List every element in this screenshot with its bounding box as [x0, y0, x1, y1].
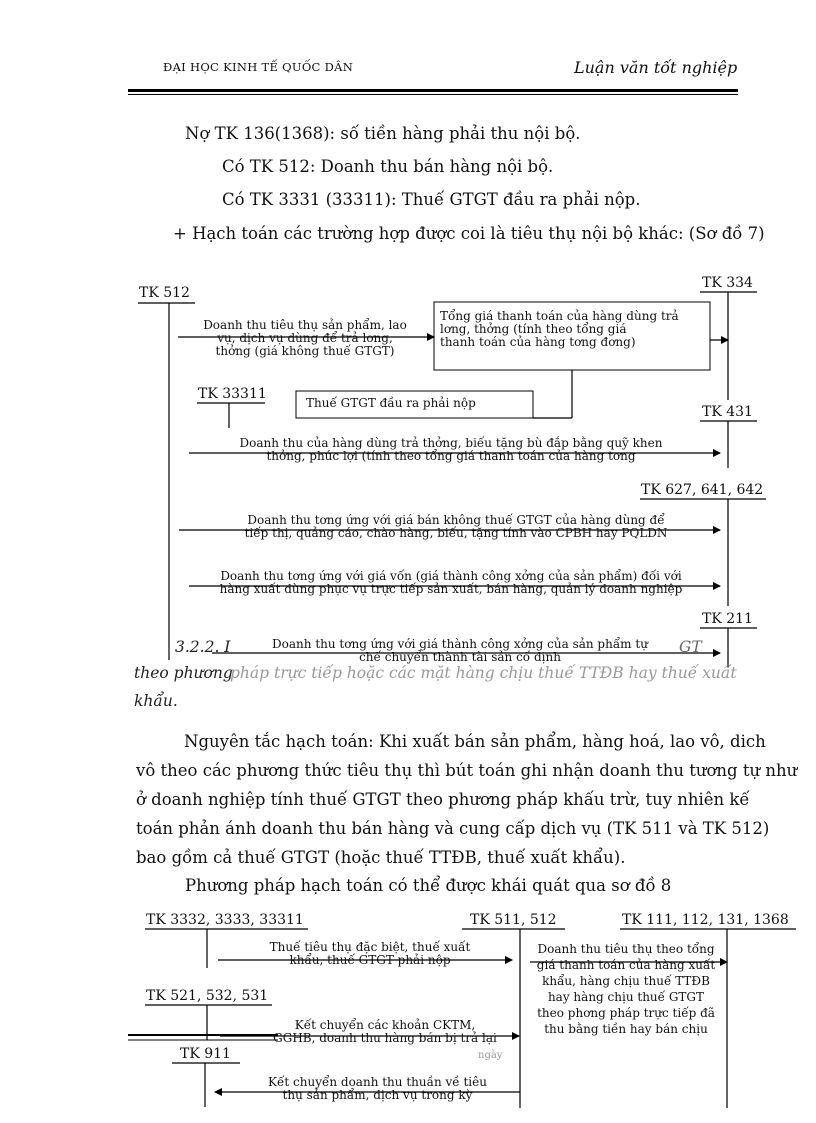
header-university: ĐẠI HỌC KINH TẾ QUỐC DÂN [163, 60, 354, 74]
account-tk511: TK 511, 512 [470, 912, 557, 928]
box-direct-method-revenue: Doanh thu tiêu thụ theo tổng giá thanh toán của hàng xuất khẩu, hàng chịu thuế TTĐB hay hàng chịu thuế GTGT theo phơng pháp trực tiếp đã thu bằng tiền hay bán chịu [536, 942, 716, 1036]
account-tk33311: TK 33311 [198, 386, 267, 402]
section-heading: + Hạch toán các trường hợp được coi là tiêu thụ nội bộ khác: (Sơ đồ 7) [173, 224, 765, 243]
section-heading-fragment-left: 3.2.2. I [175, 638, 231, 656]
account-tk111: TK 111, 112, 131, 1368 [622, 912, 789, 928]
account-tk211: TK 211 [702, 611, 753, 627]
flow-taxes-payable: Thuế tiêu thụ đặc biệt, thuế xuất khẩu, thuế GTGT phải nộp [269, 940, 471, 967]
account-tk627: TK 627, 641, 642 [641, 482, 764, 498]
section-heading-fragment-right: GT [679, 638, 702, 656]
entry-credit-3331: Có TK 3331 (33311): Thuế GTGT đầu ra phải nộp. [222, 190, 641, 209]
stray-text: ngày [478, 1050, 503, 1061]
box-total-payment: Tổng giá thanh toán của hàng dùng trả lơng, thởng (tính theo tổng giá thanh toán của hàng tơng đơng) [440, 309, 679, 349]
flow-revenue-marketing: Doanh thu tơng ứng với giá bán không thuế GTGT của hàng dùng để tiếp thị, quảng cáo, chào hàng, biếu, tặng tính vào CPBH hay PQLDN [244, 513, 668, 540]
diagram8-intro: Phương pháp hạch toán có thể được khái quát qua sơ đồ 8 [185, 876, 672, 895]
account-tk334: TK 334 [702, 275, 753, 291]
account-tk911: TK 911 [180, 1046, 231, 1062]
entry-debit: Nợ TK 136(1368): số tiền hàng phải thu nội bộ. [185, 124, 581, 143]
section-heading-line2-obscured: pháp trực tiếp hoặc các mặt hàng chịu thuế TTĐB hay thuế xuất [230, 664, 737, 682]
accounting-principle-paragraph: Nguyên tắc hạch toán: Khi xuất bán sản phẩm, hàng hoá, lao vô, dich vô theo các phương thức tiêu thụ thì bút toán ghi nhận doanh thu tương tự như ở doanh nghiệp tính thuế GTGT theo phương pháp khấu trừ, tuy nhiên kế toán phản ánh doanh thu bán hàng và cung cấp dịch vụ (TK 511 và TK 512) bao gồm cả thuế GTGT (hoặc thuế TTĐB, thuế xuất khẩu). [136, 732, 798, 867]
section-heading-line3: khẩu. [134, 692, 178, 710]
section-heading-line2: theo phương [134, 664, 233, 682]
flow-net-revenue-transfer: Kết chuyển doanh thu thuần về tiêu thụ sản phẩm, dịch vụ trong kỳ [268, 1075, 487, 1102]
flow-revenue-internal-use: Doanh thu tơng ứng với giá vốn (giá thành công xởng của sản phẩm) đối với hàng xuất dùng phục vụ trực tiếp sản xuất, bán hàng, quản lý doanh nghiệp [219, 569, 683, 596]
account-tk431: TK 431 [702, 404, 753, 420]
flow-revenue-bonus: Doanh thu của hàng dùng trả thởng, biếu tặng bù đắp bằng quỹ khen thởng, phúc lợi (tính theo tổng giá thanh toán của hàng tơng [239, 436, 663, 463]
entry-credit-512: Có TK 512: Doanh thu bán hàng nội bộ. [222, 157, 554, 176]
account-tk3332: TK 3332, 3333, 33311 [146, 912, 304, 928]
box-output-vat: Thuế GTGT đầu ra phải nộp [306, 396, 476, 410]
header-thesis-title: Luận văn tốt nghiệp [574, 58, 738, 77]
flow-revenue-wages: Doanh thu tiêu thụ sản phẩm, lao vụ, dịch vụ dùng để trả lơng, thởng (giá không thuế GTGT) [203, 318, 407, 358]
account-tk521: TK 521, 532, 531 [146, 988, 269, 1004]
flow-revenue-fixed-asset: Doanh thu tơng ứng với giá thành công xởng của sản phẩm tự chế chuyển thành tài sản cố định [272, 637, 648, 664]
flow-revenue-deductions: Kết chuyển các khoản CKTM, GGHB, doanh thu hàng bán bị trả lại [273, 1018, 497, 1045]
account-tk512: TK 512 [139, 285, 190, 301]
